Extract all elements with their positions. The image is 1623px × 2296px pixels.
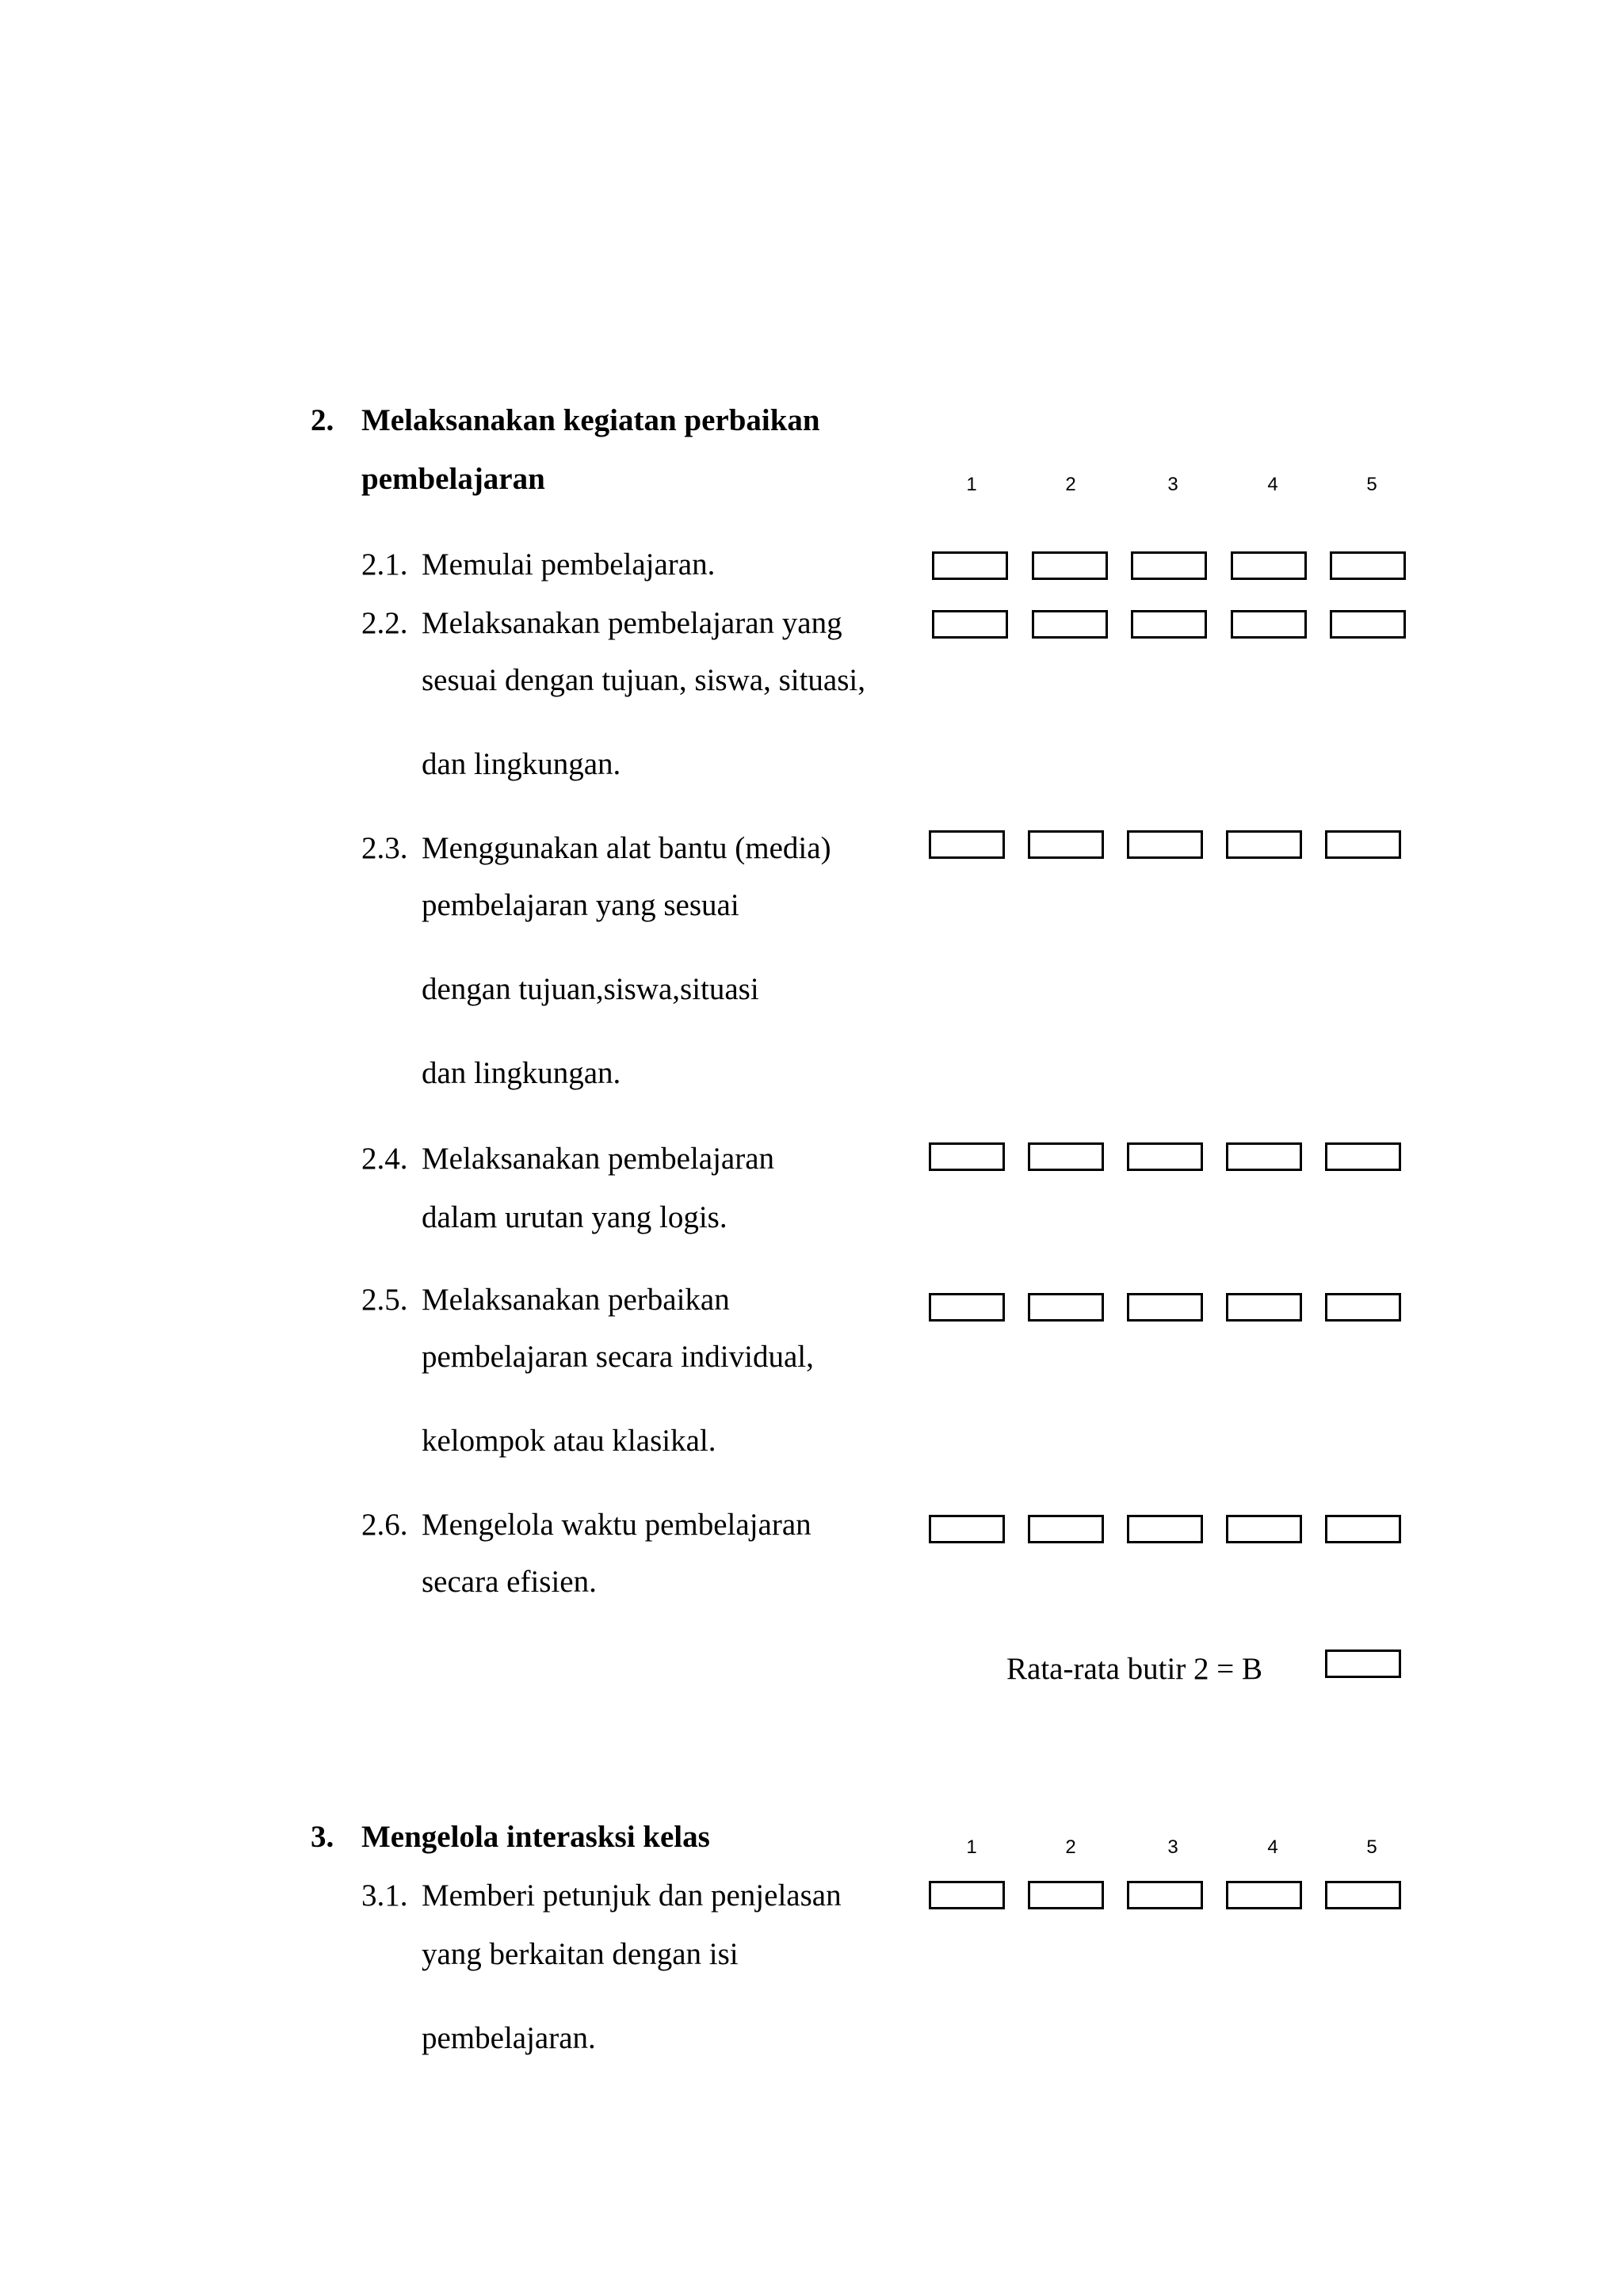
rating-box-3-1-2[interactable] — [1028, 1881, 1104, 1909]
section-3-number: 3. — [311, 1820, 334, 1854]
rating-box-2-3-2[interactable] — [1028, 830, 1104, 859]
rating-box-2-1-2[interactable] — [1032, 551, 1108, 580]
item-text: dengan tujuan,siswa,situasi — [422, 972, 759, 1006]
rating-box-2-3-5[interactable] — [1325, 830, 1401, 859]
section-2-number: 2. — [311, 403, 334, 437]
rating-box-2-6-4[interactable] — [1226, 1515, 1302, 1543]
item-text: Memulai pembelajaran. — [422, 547, 716, 582]
rating-box-2-6-1[interactable] — [929, 1515, 1005, 1543]
rating-box-3-1-3[interactable] — [1127, 1881, 1203, 1909]
item-number: 2.4. — [361, 1142, 408, 1176]
scale-label-1: 1 — [966, 474, 977, 495]
rating-box-2-3-3[interactable] — [1127, 830, 1203, 859]
rating-box-2-1-3[interactable] — [1131, 551, 1207, 580]
item-text: dalam urutan yang logis. — [422, 1200, 727, 1234]
rating-box-2-3-1[interactable] — [929, 830, 1005, 859]
rating-box-2-5-5[interactable] — [1325, 1293, 1401, 1322]
item-text: Mengelola waktu pembelajaran — [422, 1508, 812, 1542]
rating-box-2-5-1[interactable] — [929, 1293, 1005, 1322]
rating-box-3-1-4[interactable] — [1226, 1881, 1302, 1909]
item-text: pembelajaran. — [422, 2021, 596, 2055]
scale-label-2: 2 — [1065, 1836, 1076, 1858]
rating-box-2-5-3[interactable] — [1127, 1293, 1203, 1322]
rating-box-2-2-3[interactable] — [1131, 610, 1207, 639]
rating-box-2-1-1[interactable] — [932, 551, 1008, 580]
rating-box-2-1-5[interactable] — [1330, 551, 1406, 580]
rating-box-2-4-3[interactable] — [1127, 1142, 1203, 1171]
scale-label-2: 2 — [1065, 474, 1076, 495]
rating-box-2-4-1[interactable] — [929, 1142, 1005, 1171]
item-text: pembelajaran yang sesuai — [422, 888, 739, 922]
item-number: 2.6. — [361, 1508, 408, 1542]
rating-box-3-1-5[interactable] — [1325, 1881, 1401, 1909]
item-number: 2.2. — [361, 606, 408, 640]
item-text: sesuai dengan tujuan, siswa, situasi, — [422, 663, 865, 697]
rating-box-2-5-4[interactable] — [1226, 1293, 1302, 1322]
rating-box-2-4-5[interactable] — [1325, 1142, 1401, 1171]
item-number: 2.3. — [361, 831, 408, 865]
rating-box-2-3-4[interactable] — [1226, 830, 1302, 859]
rating-box-2-2-4[interactable] — [1231, 610, 1307, 639]
rating-box-2-4-2[interactable] — [1028, 1142, 1104, 1171]
scale-label-3: 3 — [1167, 1836, 1178, 1858]
item-text: dan lingkungan. — [422, 747, 621, 781]
rating-box-2-2-2[interactable] — [1032, 610, 1108, 639]
rating-box-2-6-5[interactable] — [1325, 1515, 1401, 1543]
item-text: dan lingkungan. — [422, 1056, 621, 1090]
rating-box-3-1-1[interactable] — [929, 1881, 1005, 1909]
scale-label-5: 5 — [1366, 1836, 1377, 1858]
item-number: 2.5. — [361, 1283, 408, 1317]
item-text: Melaksanakan pembelajaran yang — [422, 606, 842, 640]
rating-box-2-5-2[interactable] — [1028, 1293, 1104, 1322]
rating-box-2-2-1[interactable] — [932, 610, 1008, 639]
section-3-title: Mengelola interasksi kelas — [361, 1820, 710, 1854]
scale-label-5: 5 — [1366, 474, 1377, 495]
scale-label-4: 4 — [1267, 474, 1278, 495]
average-label: Rata-rata butir 2 = B — [1006, 1652, 1263, 1686]
section-2-title-line2: pembelajaran — [361, 462, 545, 496]
scale-label-1: 1 — [966, 1836, 977, 1858]
item-text: kelompok atau klasikal. — [422, 1424, 716, 1458]
rating-box-2-4-4[interactable] — [1226, 1142, 1302, 1171]
item-text: pembelajaran secara individual, — [422, 1340, 814, 1374]
item-text: Melaksanakan pembelajaran — [422, 1142, 775, 1176]
average-box[interactable] — [1325, 1650, 1401, 1678]
item-text: Melaksanakan perbaikan — [422, 1283, 730, 1317]
item-text: Memberi petunjuk dan penjelasan — [422, 1878, 842, 1913]
item-text: yang berkaitan dengan isi — [422, 1937, 739, 1971]
item-number: 2.1. — [361, 547, 408, 582]
rating-box-2-1-4[interactable] — [1231, 551, 1307, 580]
rating-box-2-6-2[interactable] — [1028, 1515, 1104, 1543]
item-number: 3.1. — [361, 1878, 408, 1913]
rating-box-2-2-5[interactable] — [1330, 610, 1406, 639]
rating-box-2-6-3[interactable] — [1127, 1515, 1203, 1543]
scale-label-3: 3 — [1167, 474, 1178, 495]
item-text: secara efisien. — [422, 1565, 597, 1599]
item-text: Menggunakan alat bantu (media) — [422, 831, 831, 865]
section-2-title-line1: Melaksanakan kegiatan perbaikan — [361, 403, 820, 437]
scale-label-4: 4 — [1267, 1836, 1278, 1858]
